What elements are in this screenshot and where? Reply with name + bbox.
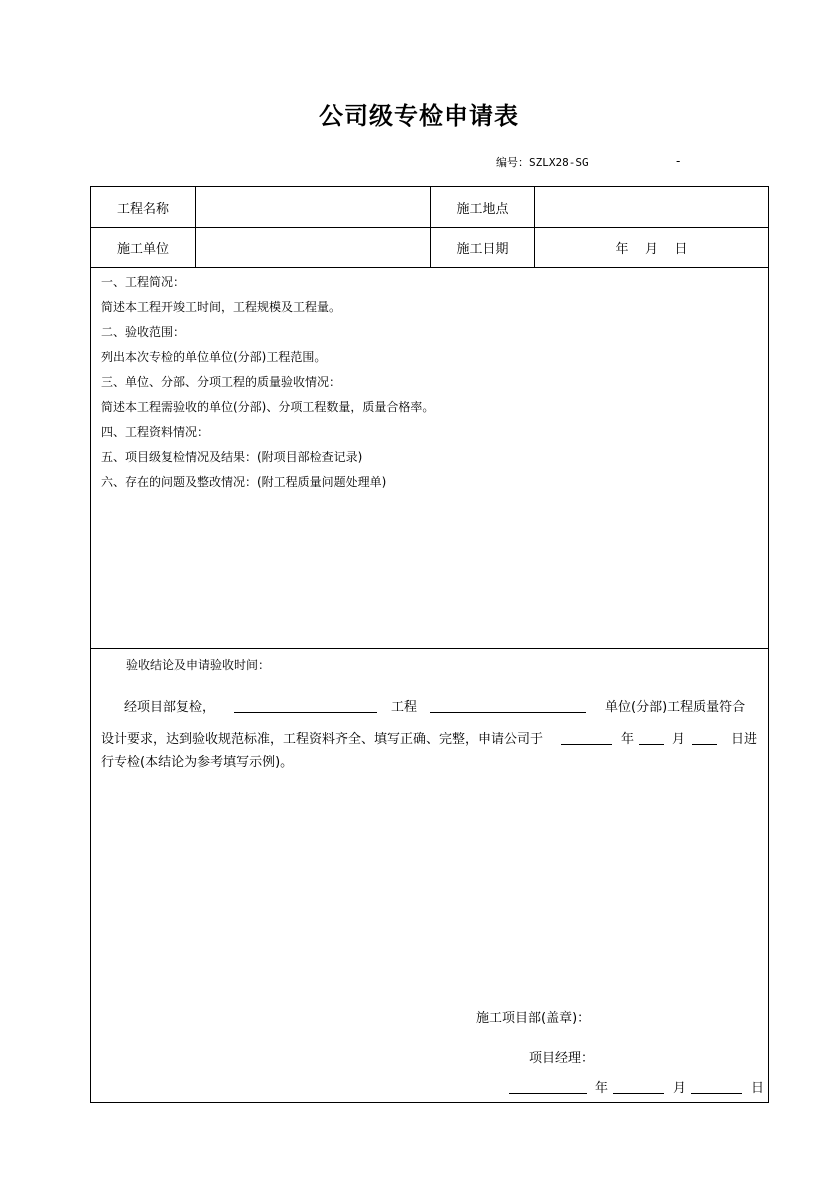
conclusion-text: 单位(分部)工程质量符合	[605, 700, 746, 715]
signature-day: 日	[751, 1081, 765, 1096]
manager-label: 项目经理：	[529, 1051, 595, 1066]
conclusion-text: 设计要求，达到验收规范标准，工程资料齐全、填写正确、完整，申请公司于	[101, 732, 544, 747]
blank-underline[interactable]	[692, 744, 717, 745]
document-code-suffix: -	[676, 154, 681, 168]
unit-label: 施工单位	[116, 242, 169, 257]
section-line: 六、存在的问题及整改情况：(附工程质量问题处理单)	[101, 475, 387, 489]
conclusion-text: 工程	[391, 700, 418, 715]
conclusion-text: 日进	[731, 732, 758, 747]
section-line: 一、工程简况：	[101, 275, 186, 289]
project-name-field[interactable]	[196, 187, 430, 227]
blank-underline[interactable]	[691, 1093, 742, 1094]
section-line: 简述本工程开竣工时间，工程规模及工程量。	[101, 300, 342, 314]
date-field[interactable]: 年 月 日	[615, 242, 688, 257]
conclusion-heading: 验收结论及申请验收时间：	[126, 658, 271, 672]
conclusion-text: 月	[672, 732, 686, 747]
row-divider	[91, 267, 768, 268]
conclusion-text: 年	[621, 732, 635, 747]
signature-year: 年	[595, 1081, 609, 1096]
section-line: 列出本次专检的单位单位(分部)工程范围。	[101, 350, 327, 364]
section-line: 五、项目级复检情况及结果：(附项目部检查记录)	[101, 450, 363, 464]
section-line: 四、工程资料情况：	[101, 425, 210, 439]
section-line: 简述本工程需验收的单位(分部)、分项工程数量，质量合格率。	[101, 400, 435, 414]
site-field[interactable]	[535, 187, 768, 227]
section-line: 三、单位、分部、分项工程的质量验收情况：	[101, 375, 342, 389]
blank-underline[interactable]	[234, 712, 377, 713]
date-label: 施工日期	[456, 242, 509, 257]
document-code-label: 编号：SZLX28-SG	[496, 156, 589, 169]
blank-underline[interactable]	[639, 744, 664, 745]
blank-underline[interactable]	[430, 712, 586, 713]
unit-field[interactable]	[196, 228, 430, 267]
dept-seal-label: 施工项目部(盖章)：	[476, 1011, 591, 1026]
conclusion-text: 行专检(本结论为参考填写示例)。	[101, 755, 294, 770]
blank-underline[interactable]	[613, 1093, 664, 1094]
form-table	[90, 186, 769, 1103]
document-code	[496, 154, 681, 170]
section-line: 二、验收范围：	[101, 325, 186, 339]
blank-underline[interactable]	[561, 744, 612, 745]
page-title: 公司级专检申请表	[319, 102, 519, 130]
project-name-label: 工程名称	[116, 201, 169, 217]
signature-month: 月	[673, 1081, 687, 1096]
blank-underline[interactable]	[509, 1093, 587, 1094]
section-divider	[91, 648, 768, 649]
site-label: 施工地点	[456, 201, 509, 217]
conclusion-text: 经项目部复检，	[124, 700, 216, 715]
